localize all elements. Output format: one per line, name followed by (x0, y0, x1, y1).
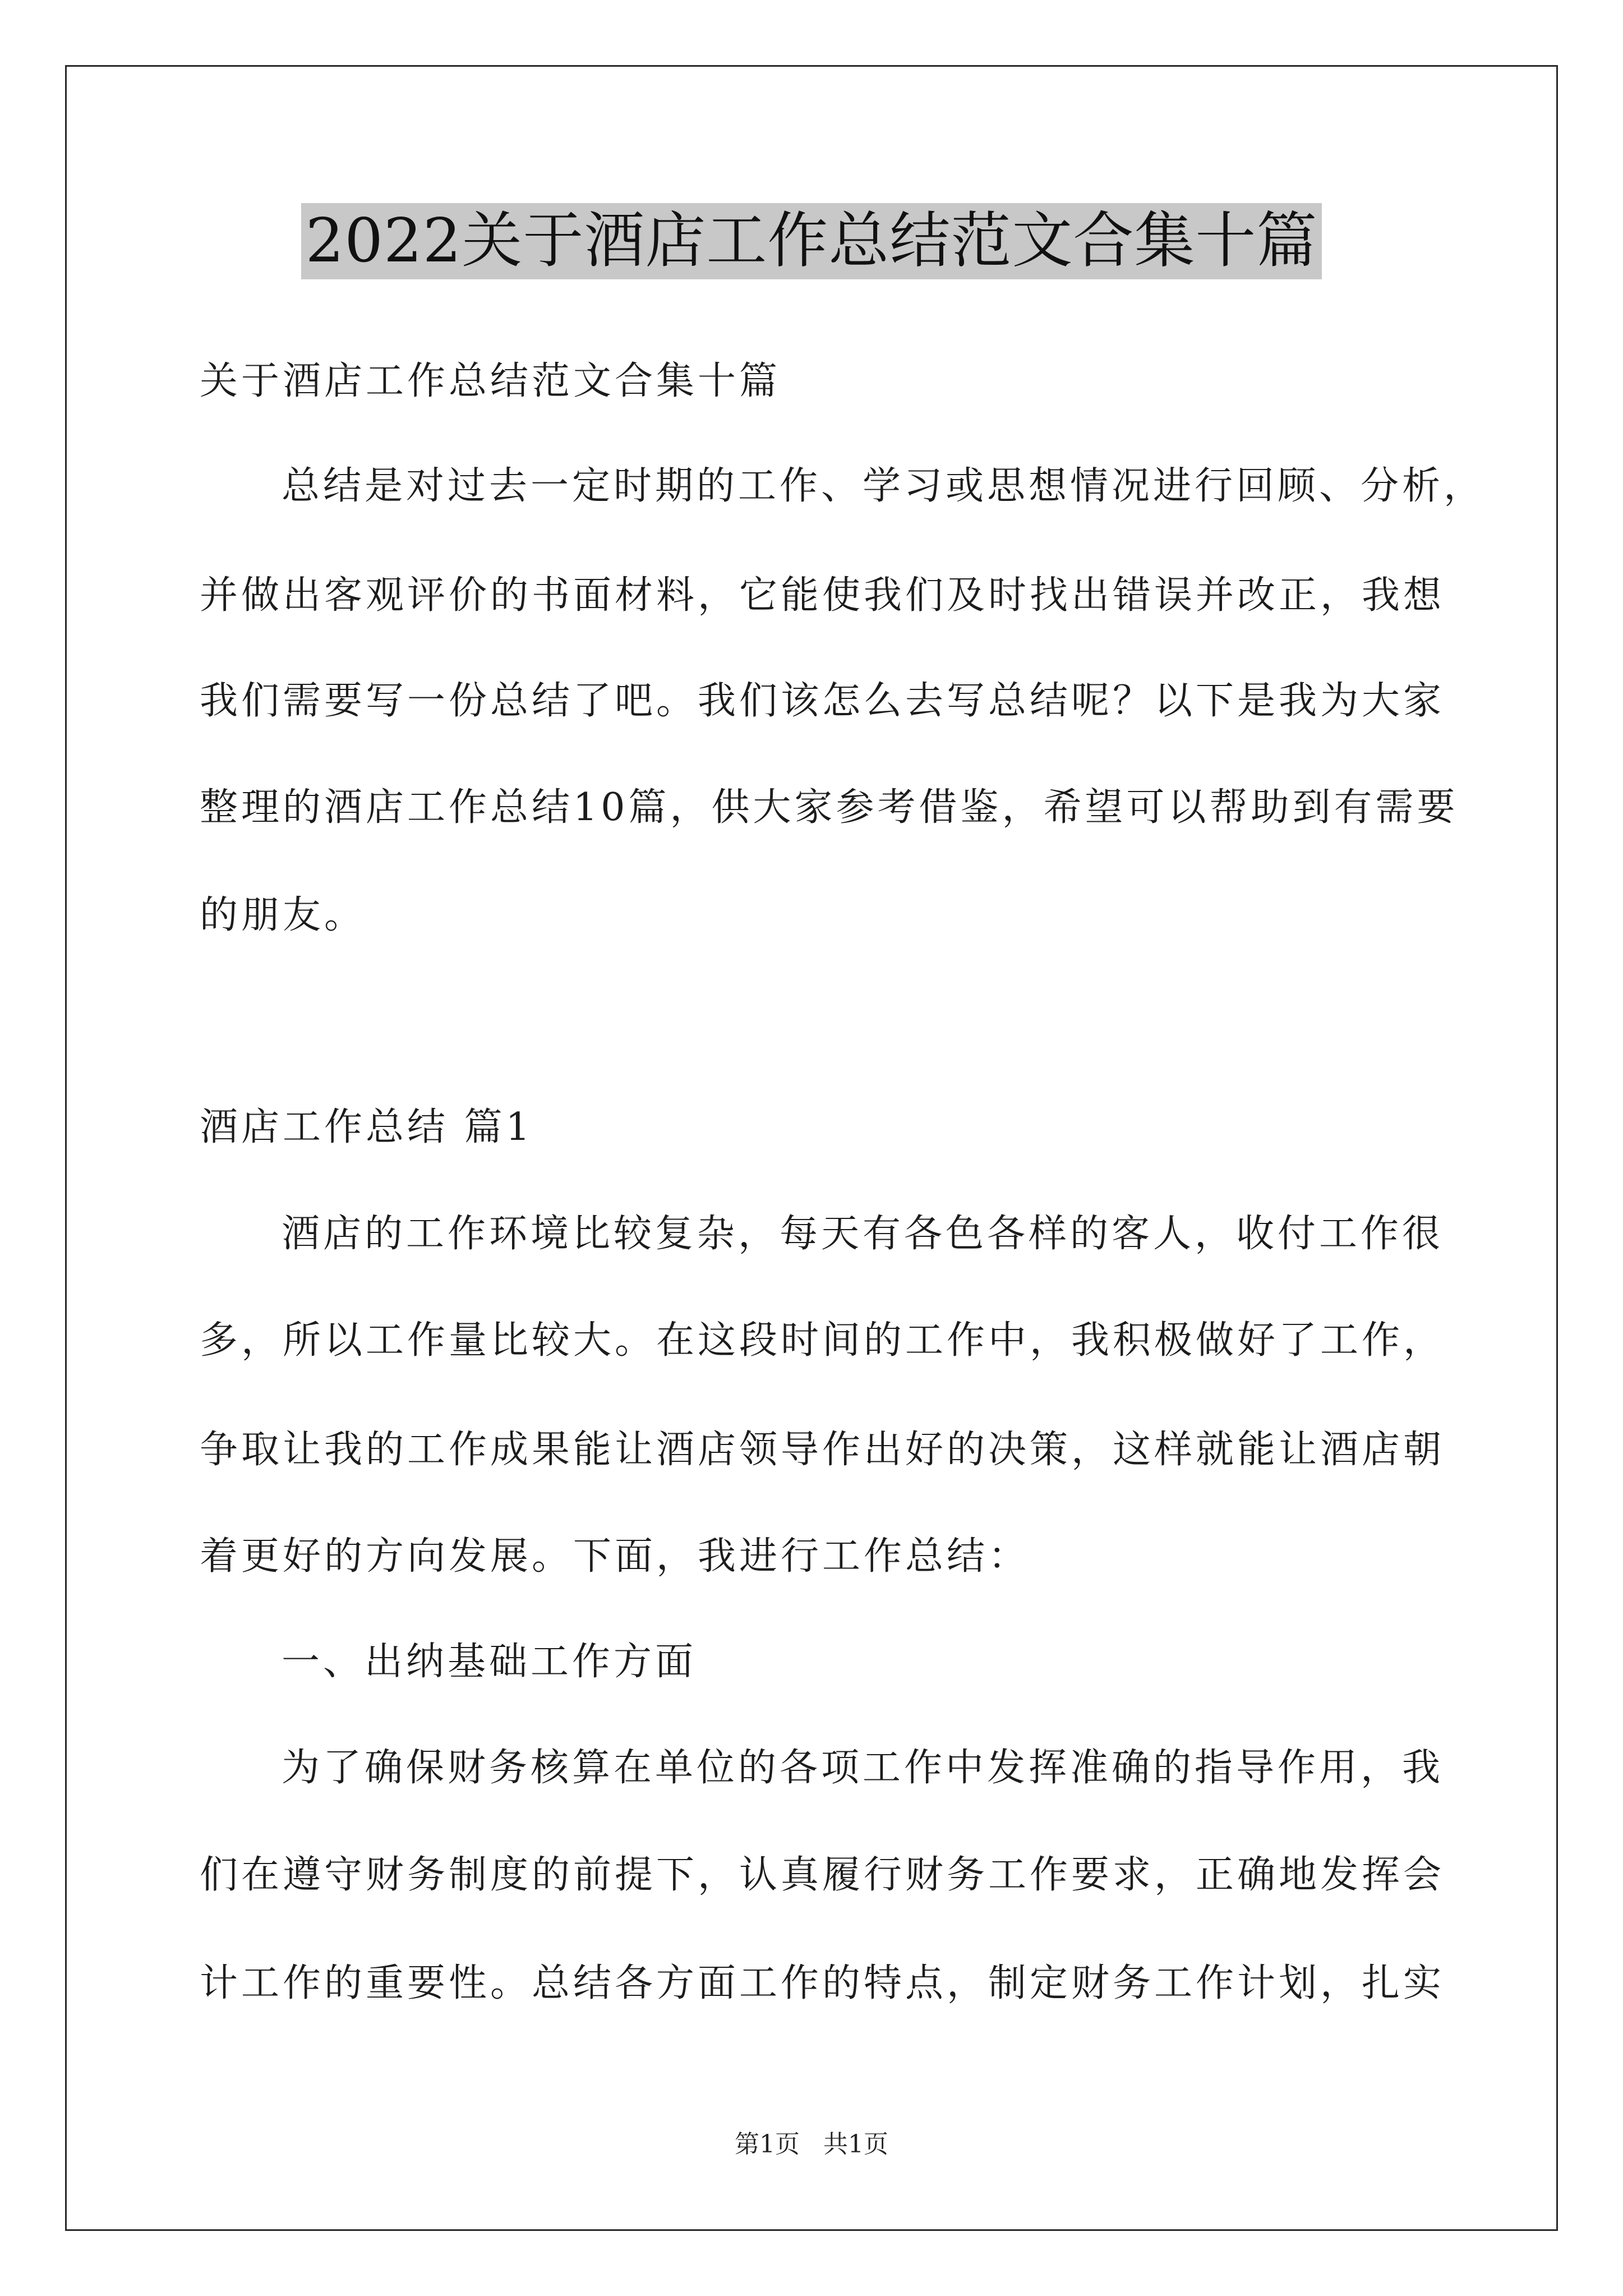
title-container (0, 203, 1623, 279)
section-line-1: 酒店的工作环境比较复杂，每天有各色各样的客人，收付工作很 (282, 1212, 1444, 1256)
section-heading: 酒店工作总结 篇1 (200, 1105, 533, 1149)
page-number-footer: 第1页 共1页 (735, 2130, 888, 2159)
intro-line-4: 整理的酒店工作总结10篇，供大家参考借鉴，希望可以帮助到有需要 (200, 785, 1459, 830)
intro-line-1: 总结是对过去一定时期的工作、学习或思想情况进行回顾、分析， (282, 464, 1486, 508)
intro-line-3: 我们需要写一份总结了吧。我们该怎么去写总结呢？以下是我为大家 (200, 679, 1445, 723)
subsection-heading: 一、出纳基础工作方面 (282, 1640, 697, 1684)
section-line-3: 争取让我的工作成果能让酒店领导作出好的决策，这样就能让酒店朝 (200, 1428, 1445, 1472)
intro-line-2: 并做出客观评价的书面材料，它能使我们及时找出错误并改正，我想 (200, 573, 1445, 618)
intro-line-5: 的朋友。 (200, 893, 366, 937)
subsection-line-2: 们在遵守财务制度的前提下，认真履行财务工作要求，正确地发挥会 (200, 1853, 1445, 1897)
document-subtitle: 关于酒店工作总结范文合集十篇 (200, 359, 781, 403)
subsection-line-1: 为了确保财务核算在单位的各项工作中发挥准确的指导作用，我 (282, 1746, 1444, 1790)
section-line-4: 着更好的方向发展。下面，我进行工作总结： (200, 1534, 1030, 1579)
document-title: 2022关于酒店工作总结范文合集十篇 (301, 203, 1322, 279)
section-line-2: 多，所以工作量比较大。在这段时间的工作中，我积极做好了工作， (200, 1318, 1445, 1363)
subsection-line-3: 计工作的重要性。总结各方面工作的特点，制定财务工作计划，扎实 (200, 1961, 1445, 2005)
